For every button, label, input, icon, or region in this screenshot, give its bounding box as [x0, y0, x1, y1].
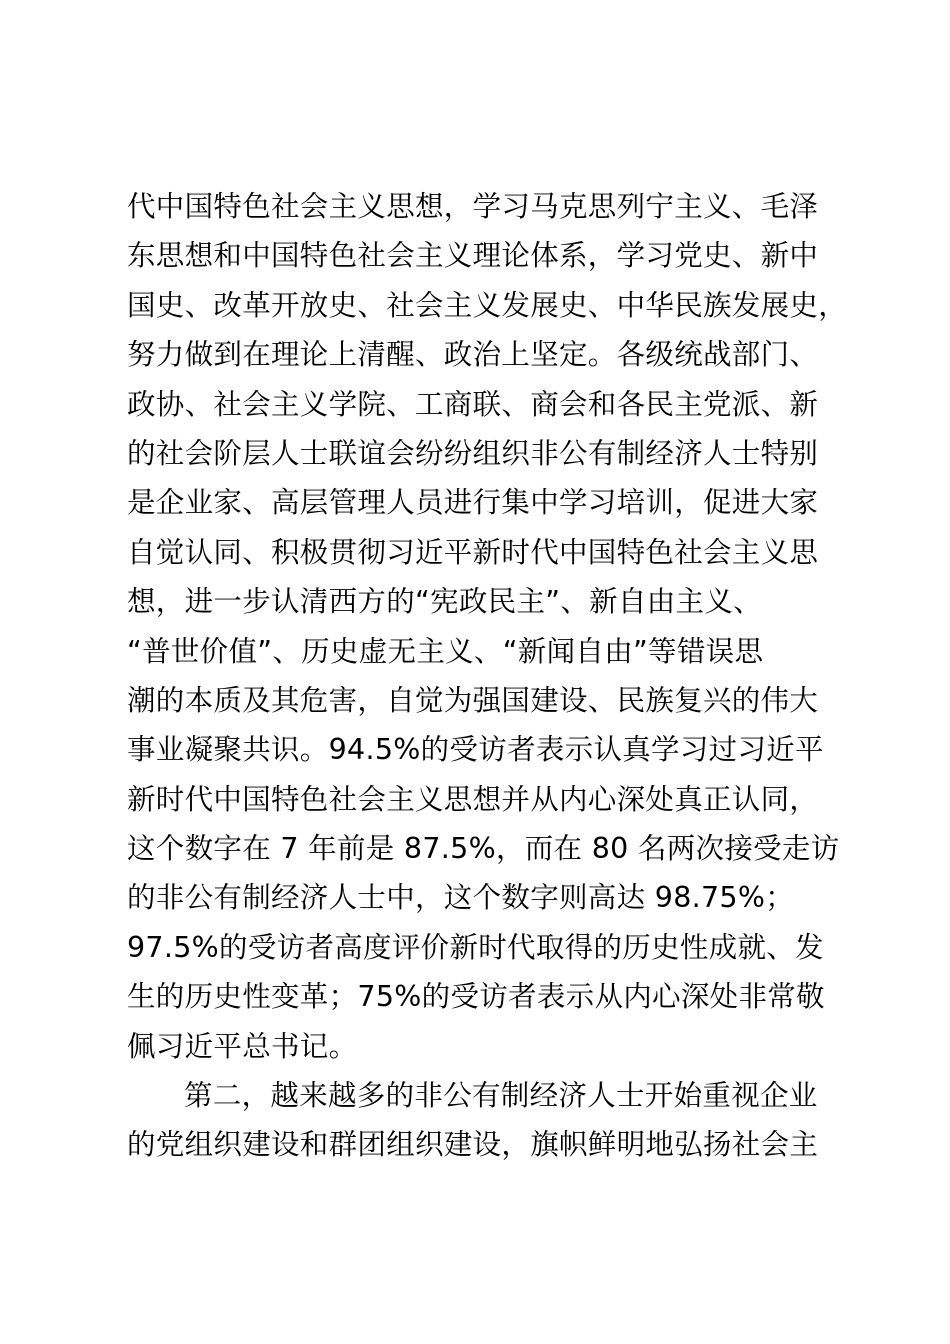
paragraph-second	[127, 1071, 867, 1170]
paragraph-continued	[127, 182, 867, 1071]
text-line: 新时代中国特色社会主义思想并从内心深处真正认同，	[127, 782, 819, 816]
text-line: 97.5%的受访者高度评价新时代取得的历史性成就、发	[127, 930, 824, 964]
text-line: 政协、社会主义学院、工商联、商会和各民主党派、新	[127, 387, 819, 421]
text-line: 国史、改革开放史、社会主义发展史、中华民族发展史，	[127, 288, 848, 322]
text-line: 是企业家、高层管理人员进行集中学习培训，促进大家	[127, 486, 819, 520]
text-line: 潮的本质及其危害，自觉为强国建设、民族复兴的伟大	[127, 683, 819, 717]
text-line: “普世价值”、历史虚无主义、“新闻自由”等错误思	[127, 634, 764, 668]
text-line: 的社会阶层人士联谊会纷纷组织非公有制经济人士特别	[127, 436, 819, 470]
text-line: 自觉认同、积极贯彻习近平新时代中国特色社会主义思	[127, 535, 819, 569]
text-line: 的非公有制经济人士中，这个数字则高达 98.75%；	[127, 881, 795, 915]
text-line: 事业凝聚共识。94.5%的受访者表示认真学习过习近平	[127, 733, 824, 767]
text-line: 东思想和中国特色社会主义理论体系，学习党史、新中	[127, 239, 819, 273]
text-line: 的党组织建设和群团组织建设，旗帜鲜明地弘扬社会主	[127, 1128, 819, 1162]
text-line: 想，进一步认清西方的“宪政民主”、新自由主义、	[127, 585, 762, 619]
text-line: 努力做到在理论上清醒、政治上坚定。各级统战部门、	[127, 338, 819, 372]
body-text	[127, 182, 867, 1170]
text-line: 代中国特色社会主义思想，学习马克思列宁主义、毛泽	[127, 190, 819, 223]
text-line: 这个数字在 7 年前是 87.5%，而在 80 名两次接受走访	[127, 832, 840, 866]
text-line-indented: 第二，越来越多的非公有制经济人士开始重视企业	[184, 1079, 818, 1113]
text-line: 生的历史性变革；75%的受访者表示从内心深处非常敬	[127, 980, 825, 1014]
text-line: 佩习近平总书记。	[127, 1029, 358, 1063]
